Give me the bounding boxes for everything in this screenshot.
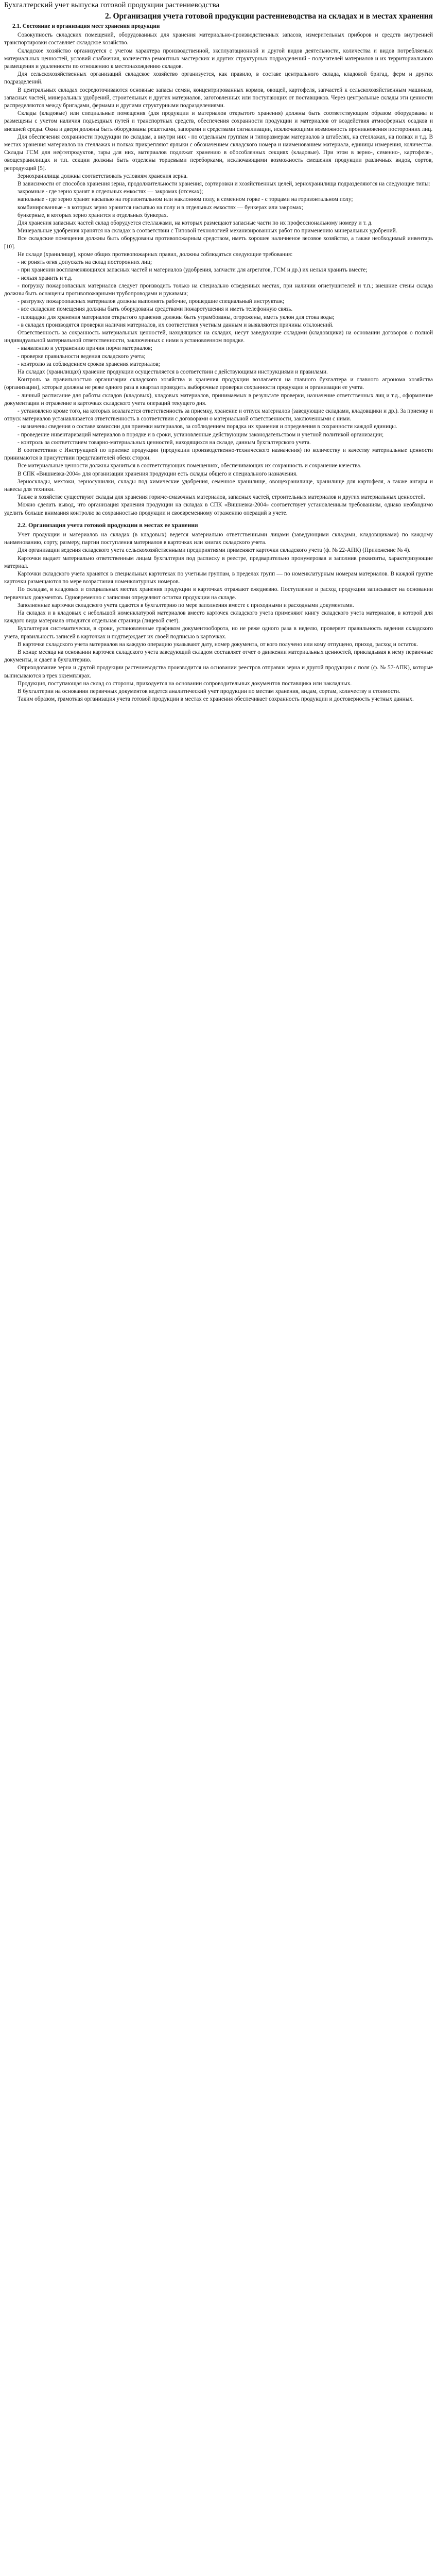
subsection-heading: 2.1. Состояние и организация мест хранения продукции — [12, 23, 160, 29]
paragraph: Не складе (хранилище), кроме общих противопожарных правил, должны соблюдаться следующие требования: — [18, 251, 293, 258]
paragraph: В карточке складского учета материалов на каждую операцию указывают дату, номер документа, от кого получено или кому отпущено, приход, расход и остаток. — [18, 641, 418, 648]
section-2-heading: 2.2. Организация учета готовой продукции в местах ее хранения — [18, 521, 198, 529]
paragraph: - проверке правильности ведения складского учета; — [18, 353, 146, 360]
paragraph: - при хранении воспламеняющихся запасных частей и материалов (удобрения, запчасти для агрегатов, ГСМ и др.) их нельзя хранить вместе; — [18, 267, 368, 274]
paragraph: Контроль за правильностью организации складского хозяйства и хранения продукции возлагается на главного бухгалтера и главного агронома хозяйства (организации), которые должны не реже одного раза в квартал проводить выборочные проверки сохранности продукции и организации ее учета. — [4, 377, 433, 391]
paragraph: - установлено кроме того, на которых возлагается ответственность за приемку, хранение и отпуск материалов (заведующие складами, кладовщики и др.). За приемку и отпуск материалов устанавливается ответственность в соответствии с договорами о материальной ответственности, заключенными с ними. — [4, 408, 433, 422]
paragraph: - выявлению и устранению причин порчи материалов; — [18, 345, 152, 352]
paragraph: Зернохранилища должны соответствовать условиям хранения зерна. — [18, 173, 188, 179]
paragraph: - личный расписание для работы складов (кладовых), кладовых материалов, принимаемых в результате проверки, назначение ответственных лиц и т.д., оформление документации и отражение в карточках складского учета операций текущего дня. — [4, 392, 433, 406]
paragraph: В конце месяца на основании карточек складского учета заведующий складом составляет отчет о движении материальных ценностей, прикладывая к нему первичные документы, и сдает в бухгалтерию. — [4, 649, 433, 664]
paragraph: Складское хозяйство организуется с учетом характера производственной, эксплуатационной и другой видов деятельности, количества и видов потребляемых материальных ценностей, условий снабжения, количества ремонтных мастерских и других структурных подразделений - получателей материалов и их территориального размещения и удаленности по отношению к местонахождению складов. — [4, 47, 433, 70]
section-1-body — [4, 31, 433, 517]
paragraph: Можно сделать вывод, что организация хранения продукции на складах в СПК «Вишневка-2004» соответствует установленным требованиям, однако необходимо уделить больше внимания контролю за сохранностью продукции и своевременному отражению операций в учете. — [4, 502, 433, 516]
paragraph: Карточки выдает материально ответственным лицам бухгалтерия под расписку в реестре, предварительно пронумеровав и заполнив реквизиты, характеризующие материал. — [4, 555, 433, 569]
paragraph: бункерные, в которых зерно хранится в отдельных бункерах. — [18, 212, 168, 218]
paragraph: Заполненные карточки складского учета сдаются в бухгалтерию по мере заполнения вместе с приходными и расходными документами. — [18, 602, 354, 608]
paragraph: Также в хозяйстве существуют склады для хранения горюче-смазочных материалов, запасных частей, строительных материалов и других материальных ценностей. — [18, 494, 425, 501]
paragraph: Минеральные удобрения хранятся на складах в соответствии с Типовой технологией механизированных работ по применению минеральных удобрений. — [18, 228, 397, 234]
paragraph: В соответствии с Инструкцией по приемке продукции (продукции производственно-технического назначения) по количеству и качеству материальные ценности принимаются в присутствии представителей обеих сторон. — [4, 447, 433, 462]
paragraph: Карточки складского учета хранятся в специальных картотеках по учетным группам, в пределах групп — по номенклатурным номерам материалов. В каждой группе карточки размещаются по мере возрастания номенклатурных номеров. — [4, 571, 433, 585]
section-heading: 2. Организация учета готовой продукции растениеводства на складах и в местах хранения — [105, 12, 433, 21]
paragraph: В зависимости от способов хранения зерна, продолжительности хранения, сортировки и хозяйственных целей, зернохранилища подразделяются на следующие типы: — [18, 181, 430, 188]
paragraph: Для сельскохозяйственных организаций складское хозяйство организуется, как правило, в составе центрального склада, кладовой бригад, ферм и других подразделений. — [4, 71, 433, 86]
paragraph: Совокупность складских помещений, оборудованных для хранения материально-производственных запасов, измерительных приборов и средств внутренней транспортировки составляет складское хозяйство. — [4, 32, 433, 46]
paragraph: На складах и в кладовых с небольшой номенклатурой материалов вместо карточек складского учета применяют книгу складского учета материалов, в которой для каждого вида материала отводится отдельная страница (лицевой счет). — [4, 610, 433, 624]
paragraph: Бухгалтерия систематически, в сроки, установленные графиком документооборота, но не реже одного раза в неделю, проверяет правильность ведения складского учета, правильность записей в карточках и подтверждает их своей подписью в карточках. — [4, 625, 433, 640]
paragraph: По складам, в кладовых и специальных местах хранения продукции в карточках отражают ежедневно. Поступление и расход продукции записывают на основании первичных документов. Одновременно с записями определяют остатки продукции на складе. — [4, 586, 433, 601]
paragraph: В центральных складах сосредоточиваются основные запасы семян, концентрированных кормов, овощей, картофеля, запчастей к сельскохозяйственным машинам, запасных частей, минеральных удобрений, строительных и других материалов, заготовленных или поступающих от поставщиков. Через центральные склады эти ценности распределяются между бригадами, фермами и другими структурными подразделениями. — [4, 87, 433, 109]
document-title: Бухгалтерский учет выпуска готовой продукции растениеводства — [4, 1, 220, 9]
paragraph: Оприходование зерна и другой продукции растениеводства производится на основании реестров отправки зерна и другой продукции с поля (ф. № 57-АПК), которые выписываются в трех экземплярах. — [4, 665, 433, 679]
paragraph: - проведение инвентаризаций материалов в порядке и в сроки, установленные действующим законодательством и учетной политикой организации; — [18, 431, 384, 438]
paragraph: Все материальные ценности должны храниться в соответствующих помещениях, обеспечивающих их сохранность и сохранение качества. — [18, 463, 362, 469]
paragraph: На складах (хранилищах) хранение продукции осуществляется в соответствии с действующими инструкциями и правилами. — [18, 368, 328, 375]
paragraph: - площадки для хранения материалов открытого хранения должны быть утрамбованы, огорожены, иметь уклон для стока воды; — [18, 314, 335, 320]
paragraph: Все складские помещения должны быть оборудованы противопожарным средством, иметь хорошее наличиеное весовое хозяйство, а также необходимый инвентарь [10]. — [4, 235, 433, 250]
paragraph: Учет продукции и материалов на складах (в кладовых) ведется материально ответственными лицами (заведующими складами, кладовщиками) по каждому наименованию, сорту, размеру, партии поступления материалов в карточках или книгах складского учета. — [4, 532, 433, 546]
paragraph: Зерносклады, мехтоки, зерносушилки, склады под химические удобрения, семенное хранилище, овощехранилище, хранилище для картофеля, а также ангары и навесы для техники. — [4, 478, 433, 493]
paragraph: - контроль за соответствием товарно-материальных ценностей, находящихся на складе, данным бухгалтерского учета. — [18, 439, 311, 446]
paragraph: Для хранения запасных частей склад оборудуется стеллажами, на которых размещают запасные части по их профессиональному номеру и т. д. — [18, 220, 373, 227]
paragraph: Для организации ведения складского учета сельскохозяйственными предприятиями применяют карточки складского учета (ф. № 22-АПК) (Приложение № 4). — [18, 547, 411, 554]
paragraph: - нельзя хранить и т.д. — [18, 275, 73, 281]
paragraph: - все складские помещения должны быть оборудованы средствами пожаротушения и иметь телефонную связь. — [18, 306, 293, 313]
section-2-body — [4, 531, 433, 703]
paragraph: - назначены сведения о составе комиссии для приемки материалов, за соблюдением порядка их хранения и определения в сохранности каждой единицы. — [18, 423, 397, 430]
paragraph: - погрузку пожароопасных материалов следует производить только на специально отведенных местах, при наличии огнетушителей и т.п.; внешние стены склада должны быть оснащены противопожарными трубопроводами и рукавами; — [4, 282, 433, 297]
paragraph: Продукция, поступающая на склад со стороны, приходуется на основании сопроводительных документов поставщика или накладных. — [18, 680, 352, 687]
paragraph: Для обеспечения сохранности продукции по складам, а внутри них - по отдельным группам и типоразмерам материалов в штабелях, на стеллажах, на полках и т.д. В местах хранения материалов на стеллажах и полках прикрепляют ярлыки с обозначением складского номера и наименованием материала, единицы измерения, количества. Склады ГСМ для нефтепродуктов, тары для них, материалов подлежат хранению в обособленных секциях (кладовые). При этом в зерно-, семенно-, картофеле-, овощехранилищах и т.п. секции должны быть отделены торцевыми переборками, исключающими возможность смешения продукции различных видов, сортов, репродукций [5]. — [4, 133, 433, 172]
paragraph: закромные - где зерно хранят в отдельных емкостях — закромах (отсеках); — [18, 189, 203, 195]
paragraph: Ответственность за сохранность материальных ценностей, находящихся на складах, несут заведующие складами (кладовщики) на основании договоров о полной индивидуальной материальной ответственности, заключенных с ними в установленном порядке. — [4, 329, 433, 344]
paragraph: В бухгалтерии на основании первичных документов ведется аналитический учет продукции по местам хранения, видам, сортам, количеству и стоимости. — [18, 688, 400, 695]
paragraph: - разгрузку пожароопасных материалов должны выполнять рабочие, прошедшие специальный инструктаж; — [18, 298, 285, 305]
paragraph: - контролю за соблюдением сроков хранения материалов; — [18, 361, 160, 367]
paragraph: - в складах производятся проверки наличия материалов, их соответствия учетным данным и выявляются причины отклонений. — [18, 321, 334, 328]
paragraph: - не ронять огня допускать на склад посторонних лиц; — [18, 259, 152, 266]
paragraph: комбинированные - в которых зерно хранится насыпью на полу и в отдельных емкостях — бункерах или закромах; — [18, 204, 303, 211]
paragraph: Таким образом, грамотная организация учета готовой продукции в местах ее хранения обеспечивает сохранность продукции и достоверность учетных данных. — [18, 696, 414, 703]
paragraph: Склады (кладовые) или специальные помещения (для продукции и материалов открытого хранения) должны быть соответствующим образом оборудованы и размещены с учетом наличия подъездных путей и транспортных средств, обеспечения сохранности продукции и материалов от воздействия атмосферных осадков и внешней среды. Окна и двери должны быть оборудованы решетками, запорами и средствами сигнализации, исключающими возможность проникновения посторонних лиц. — [4, 110, 433, 132]
paragraph: В СПК «Вишневка-2004» для организации хранения продукции есть склады общего и специального назначения. — [18, 470, 298, 477]
paragraph: напольные - где зерно хранят насыпью на горизонтальном или наклонном полу, в семенном горке - с торцами на горизонтальном полу; — [18, 196, 353, 203]
